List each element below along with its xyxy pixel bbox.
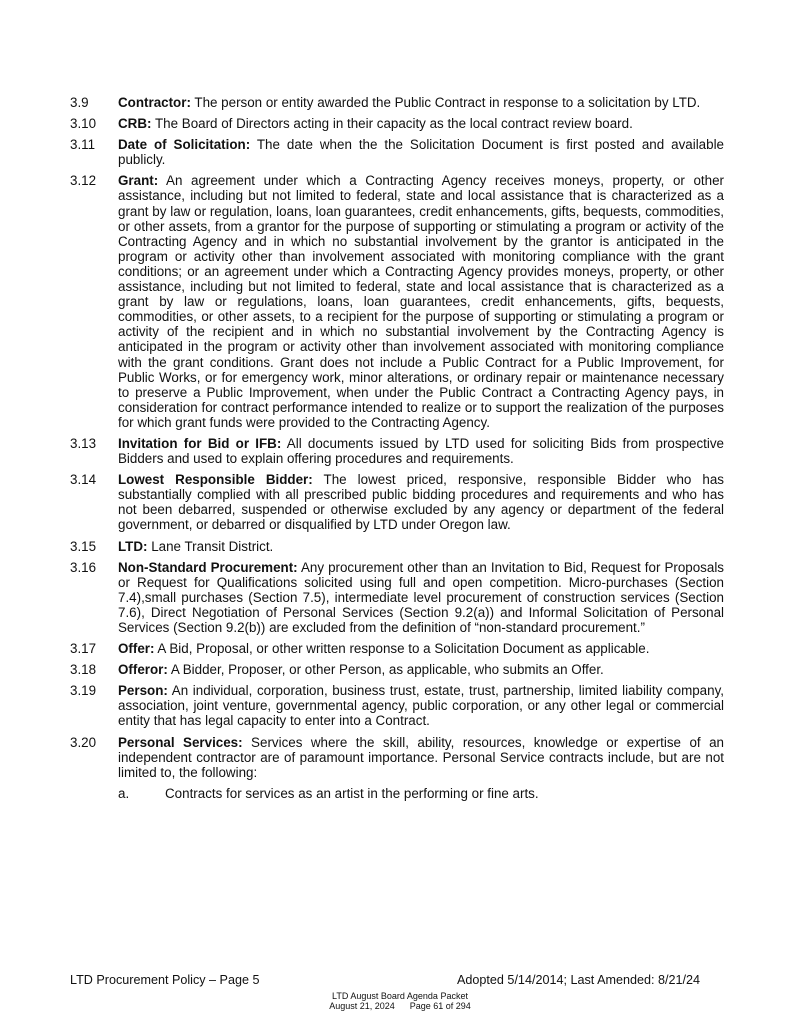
definition-text: A Bid, Proposal, or other written response to a Solicitation Document as applicable.: [154, 641, 650, 657]
section-number: 3.18: [70, 662, 97, 678]
definition-text: All documents issued by LTD used for soliciting Bids from prospective Bidders and used to explain offering procedures and requirements.: [118, 435, 725, 467]
definition-item: [70, 560, 724, 635]
section-number: 3.16: [70, 559, 97, 575]
defined-term: Offeror:: [118, 662, 168, 678]
definition-body: [118, 472, 724, 532]
section-number: 3.11: [70, 137, 96, 153]
defined-term: Date of Solicitation:: [118, 137, 251, 153]
definition-text: The lowest priced, responsive, responsible Bidder who has substantially complied with all prescribed public bidding procedures and requirements and who has not been debarred, suspended or otherwise excluded by any agency or department of the federal government, or debarred or disqualified by LTD under Oregon law.: [118, 472, 724, 533]
definition-item: [70, 116, 724, 131]
sub-item-letter: a.: [118, 785, 130, 801]
definition-body: [118, 662, 724, 677]
definition-body: [118, 683, 724, 728]
definitions-list: [70, 95, 724, 801]
defined-term: Offer:: [118, 641, 155, 657]
definition-text: The date when the the Solicitation Document is first posted and available publicly.: [118, 137, 724, 168]
definition-text: An individual, corporation, business trust, estate, trust, partnership, limited liability company, association, joint venture, governmental agency, public corporation, or any other legal or commercial entity that has legal capacity to enter into a Contract.: [118, 683, 724, 729]
definition-body: [118, 539, 724, 554]
definition-item: [70, 641, 724, 656]
definition-item: [70, 137, 724, 167]
definition-body: [118, 95, 724, 110]
section-number: 3.12: [70, 173, 97, 189]
definition-item: [70, 95, 724, 110]
definition-text: Services where the skill, ability, resources, knowledge or expertise of an independent contractor are of paramount importance. Personal Service contracts include, but are not limited to, the following:: [118, 734, 724, 780]
footer-dates: Adopted 5/14/2014; Last Amended: 8/21/24: [457, 973, 700, 987]
definition-body: [118, 735, 724, 780]
definition-body: [118, 641, 724, 656]
definition-text: Any procurement other than an Invitation to Bid, Request for Proposals or Request for Qualifications solicited using full and open competition. Micro-purchases (Section 7.4),small purchases (Section 7.5), intermediate level procurement of construction services (Section 7.6), Direct Negotiation of Personal Services (Section 9.2(a)) and Informal Solicitation of Personal Services (Section 9.2(b)) are excluded from the definition of “non-standard procurement.”: [118, 559, 724, 635]
definition-item: [70, 539, 724, 554]
definition-body: [118, 137, 724, 167]
definition-item: [70, 173, 724, 430]
defined-term: Invitation for Bid or IFB:: [118, 435, 282, 451]
defined-term: Non-Standard Procurement:: [118, 559, 298, 575]
section-number: 3.13: [70, 435, 97, 451]
definition-item: [70, 662, 724, 677]
section-number: 3.9: [70, 95, 89, 110]
definition-text: The Board of Directors acting in their capacity as the local contract review board.: [151, 116, 633, 132]
definition-body: [118, 173, 724, 430]
defined-term: Personal Services:: [118, 734, 243, 750]
definition-text: An agreement under which a Contracting Agency receives moneys, property, or other assistance, including but not limited to federal, state and local assistance that is characterized as a grant by law or regulation, loans, loan guarantees, credit enhancements, gifts, bequests, commodities, or other assets, from a grantor for the purpose of supporting or stimulating a program or activity of the Contracting Agency and in which no substantial involvement by the grantor is anticipated in the program or activity other than involvement associated with monitoring compliance with the grant conditions; or an agreement under which a Contracting Agency provides moneys, property, or other assistance, including but not limited to federal, state and local assistance that is characterized as a grant by law or regulations, loans, loan guarantees, credit enhancements, gifts, bequests, commodities, or other assets, to a recipient for the purpose of supporting or stimulating a program or activity of the recipient and in which no substantial involvement by the Contracting Agency is anticipated in the program or activity other than involvement associated with monitoring compliance with the grant conditions. Grant does not include a Public Contract for a Public Improvement, for Public Works, or for emergency work, minor alterations, or ordinary repair or maintenance necessary to preserve a Public Improvement, when under the Public Contract a Contracting Agency pays, in consideration for contract performance intended to realize or to support the realization of the purposes for which grant funds were provided to the Contracting Agency.: [118, 173, 724, 430]
section-number: 3.19: [70, 683, 97, 699]
defined-term: Grant:: [118, 173, 159, 189]
packet-title: LTD August Board Agenda Packet: [332, 991, 468, 1001]
definition-item: [70, 436, 724, 466]
section-number: 3.17: [70, 641, 97, 657]
packet-stamp: [0, 991, 800, 1011]
definition-item: [70, 683, 724, 728]
page-footer: [70, 973, 700, 987]
defined-term: LTD:: [118, 538, 148, 554]
section-number: 3.10: [70, 116, 97, 132]
definition-body: [118, 436, 724, 466]
defined-term: Person:: [118, 683, 168, 699]
definition-text: A Bidder, Proposer, or other Person, as applicable, who submits an Offer.: [167, 662, 604, 678]
section-number: 3.14: [70, 472, 97, 488]
section-number: 3.20: [70, 734, 97, 750]
packet-page: August 21, 2024 Page 61 of 294: [329, 1001, 471, 1011]
section-number: 3.15: [70, 538, 97, 554]
definition-body: [118, 560, 724, 635]
definition-body: [118, 116, 724, 131]
defined-term: CRB:: [118, 116, 152, 132]
sub-item-text: Contracts for services as an artist in the performing or fine arts.: [165, 785, 539, 801]
definition-item: [70, 735, 724, 780]
definition-text: The person or entity awarded the Public Contract in response to a solicitation by LTD.: [190, 95, 701, 110]
defined-term: Contractor:: [118, 95, 191, 110]
definition-text: Lane Transit District.: [147, 538, 274, 554]
definition-item: [70, 472, 724, 532]
defined-term: Lowest Responsible Bidder:: [118, 472, 313, 488]
footer-title: LTD Procurement Policy – Page 5: [70, 973, 260, 987]
sub-item: [118, 786, 724, 801]
